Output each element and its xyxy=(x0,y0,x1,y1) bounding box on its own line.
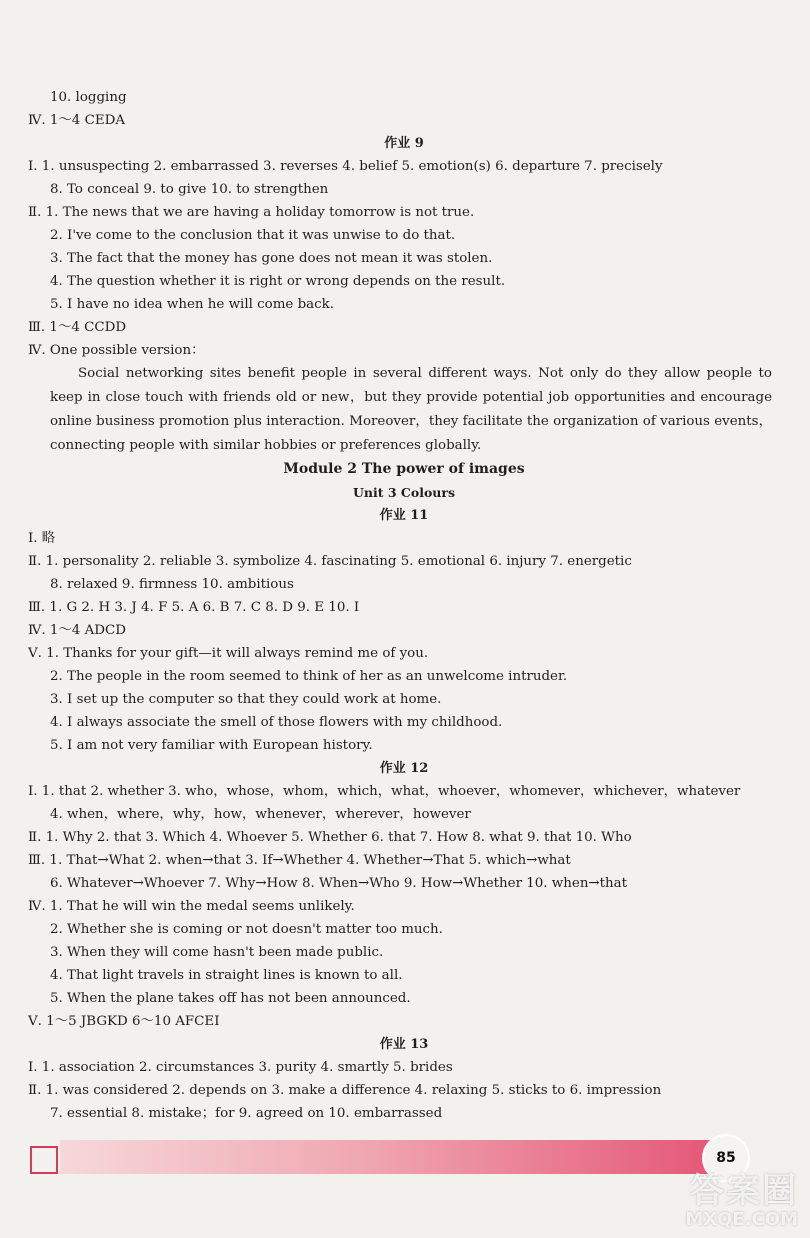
answer-line: Ⅳ. 1～4 CEDA xyxy=(28,113,126,128)
answer-line: 5. I have no idea when he will come back. xyxy=(50,297,335,312)
answer-line: 5. I am not very familiar with European history. xyxy=(50,738,373,753)
unit-title: Unit 3 Colours xyxy=(353,485,455,500)
homework-title: 作业 13 xyxy=(379,1037,429,1052)
answer-line: 6. Whatever→Whoever 7. Why→How 8. When→Who 9. How→Whether 10. when→that xyxy=(50,876,628,891)
answer-content xyxy=(28,86,780,1125)
answer-line: 4. when，where，why，how，whenever，wherever，however xyxy=(50,807,471,822)
answer-line: Ⅲ. 1～4 CCDD xyxy=(28,320,127,335)
page-number: 85 xyxy=(702,1134,750,1182)
answer-line: 7. essential 8. mistake；for 9. agreed on 10. embarrassed xyxy=(50,1106,443,1121)
answer-line: 3. When they will come hasn't been made public. xyxy=(50,945,384,960)
answer-line: 4. The question whether it is right or wrong depends on the result. xyxy=(50,274,506,289)
answer-line: Ⅴ. 1. Thanks for your gift—it will always remind me of you. xyxy=(28,646,429,661)
homework-title: 作业 11 xyxy=(379,508,429,523)
answer-line: Ⅱ. 1. Why 2. that 3. Which 4. Whoever 5. Whether 6. that 7. How 8. what 9. that 10. Who xyxy=(28,830,632,845)
essay-paragraph xyxy=(28,362,780,458)
answer-line: Ⅰ. 1. unsuspecting 2. embarrassed 3. reverses 4. belief 5. emotion(s) 6. departure 7. precisely xyxy=(28,159,663,174)
watermark-url: MXQE.COM xyxy=(685,1209,798,1230)
answer-line: 5. When the plane takes off has not been announced. xyxy=(50,991,411,1006)
answer-line: 8. relaxed 9. firmness 10. ambitious xyxy=(50,577,294,592)
watermark-logo-text: 答案圈 xyxy=(690,1171,798,1211)
answer-line: Ⅱ. 1. The news that we are having a holiday tomorrow is not true. xyxy=(28,205,475,220)
answer-line: 8. To conceal 9. to give 10. to strengthen xyxy=(50,182,329,197)
answer-line: Ⅳ. 1～4 ADCD xyxy=(28,623,126,638)
answer-line: Ⅴ. 1～5 JBGKD 6～10 AFCEI xyxy=(28,1014,220,1029)
essay-text: Social networking sites benefit people in several different ways. Not only do they allow people to keep in close touch with friends old or new，but they provide potential job opportunities and encourage online business promotion plus interaction. Moreover，they facilitate the organization of various events，connecting people with similar hobbies or preferences globally. xyxy=(50,366,772,453)
answer-line: 4. I always associate the smell of those flowers with my childhood. xyxy=(50,715,503,730)
answer-line: Ⅰ. 1. that 2. whether 3. who，whose，whom，which，what，whoever，whomever，whichever，whatever xyxy=(28,784,741,799)
watermark xyxy=(685,1172,798,1230)
module-title: Module 2 The power of images xyxy=(283,461,525,477)
answer-line: Ⅰ. 1. association 2. circumstances 3. purity 4. smartly 5. brides xyxy=(28,1060,453,1075)
footer-square-icon xyxy=(30,1146,58,1174)
answer-line: 3. The fact that the money has gone does not mean it was stolen. xyxy=(50,251,493,266)
answer-line: Ⅲ. 1. That→What 2. when→that 3. If→Whether 4. Whether→That 5. which→what xyxy=(28,853,571,868)
answer-line: Ⅰ. 略 xyxy=(28,531,56,546)
answer-line: 4. That light travels in straight lines is known to all. xyxy=(50,968,403,983)
answer-line: Ⅲ. 1. G 2. H 3. J 4. F 5. A 6. B 7. C 8. D 9. E 10. I xyxy=(28,600,360,615)
answer-line: 2. I've come to the conclusion that it was unwise to do that. xyxy=(50,228,456,243)
homework-title: 作业 9 xyxy=(384,136,424,151)
answer-line: Ⅱ. 1. was considered 2. depends on 3. make a difference 4. relaxing 5. sticks to 6. impression xyxy=(28,1083,662,1098)
answer-line: 10. logging xyxy=(50,90,127,105)
answer-line: Ⅳ. One possible version： xyxy=(28,343,205,358)
answer-line: 2. Whether she is coming or not doesn't matter too much. xyxy=(50,922,443,937)
answer-line: 3. I set up the computer so that they could work at home. xyxy=(50,692,442,707)
answer-line: Ⅳ. 1. That he will win the medal seems unlikely. xyxy=(28,899,355,914)
answer-line: Ⅱ. 1. personality 2. reliable 3. symbolize 4. fascinating 5. emotional 6. injury 7. energetic xyxy=(28,554,632,569)
homework-title: 作业 12 xyxy=(379,761,429,776)
footer-gradient-bar xyxy=(60,1140,720,1174)
answer-line: 2. The people in the room seemed to think of her as an unwelcome intruder. xyxy=(50,669,568,684)
